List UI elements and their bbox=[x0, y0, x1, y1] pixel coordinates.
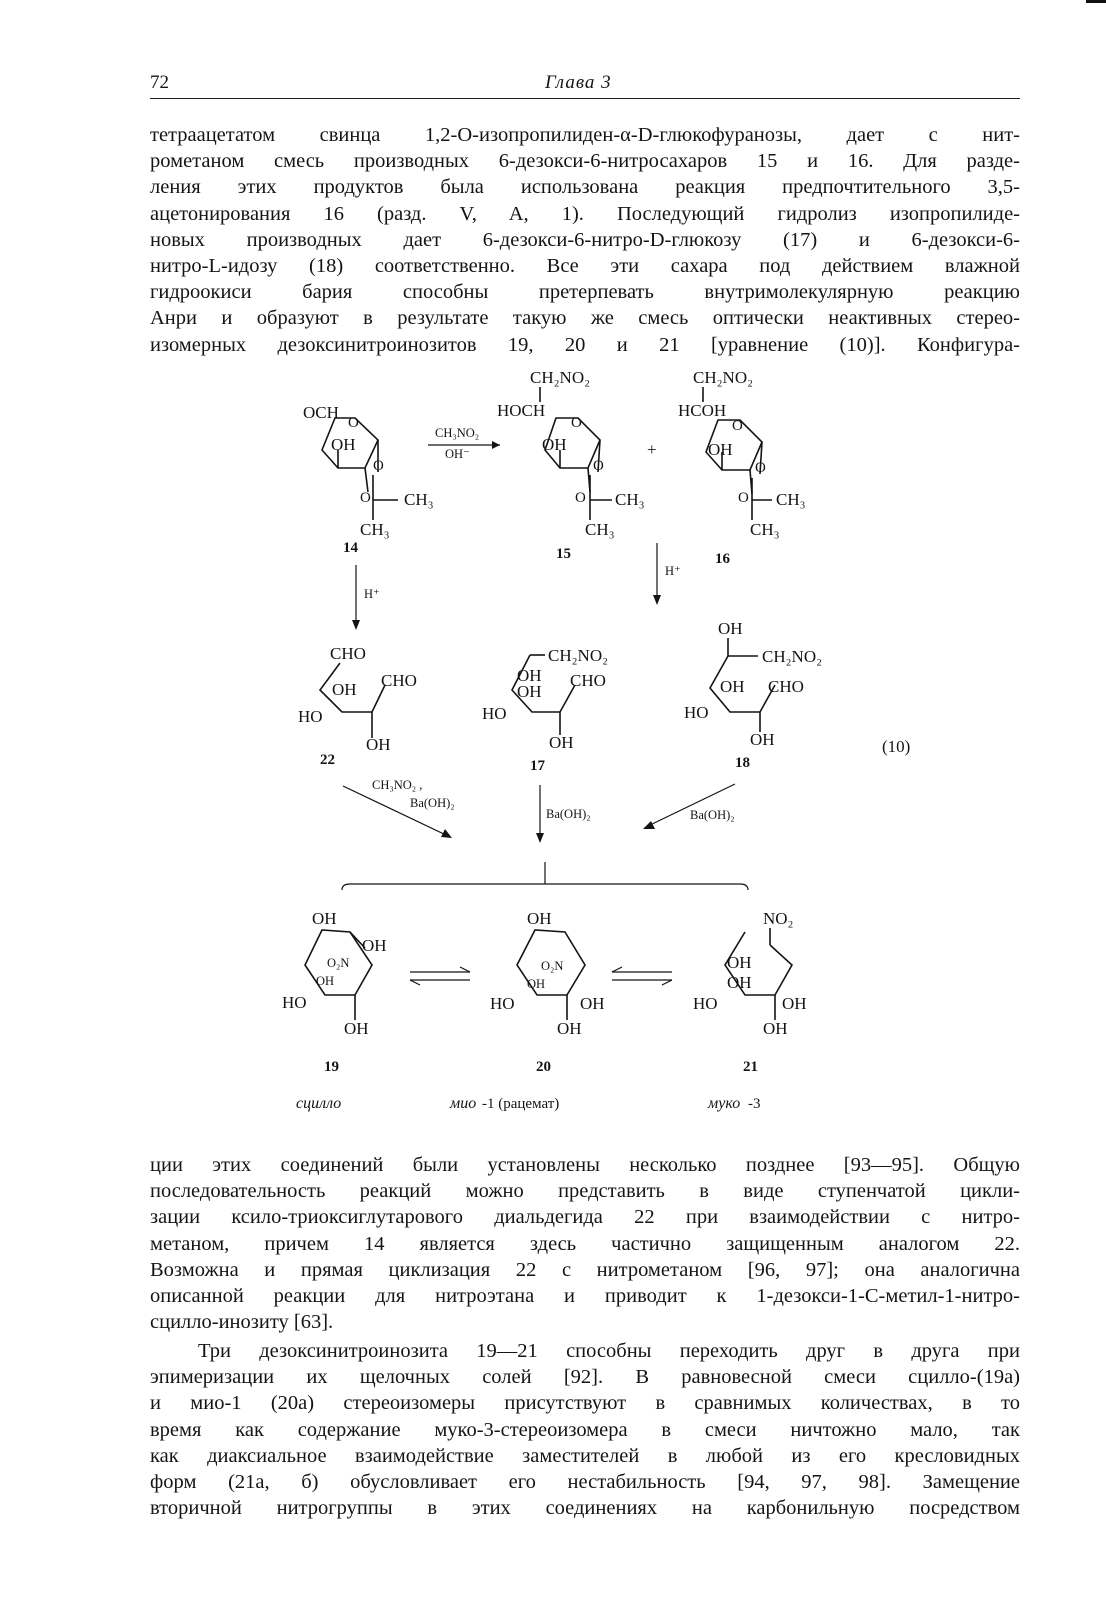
text-line: эпимеризации их щелочных солей [92]. В равновесной смеси сцилло-(19а) bbox=[150, 1366, 1020, 1389]
group-hoch: HOCH bbox=[497, 401, 546, 420]
hydroxyl: OH bbox=[727, 973, 752, 992]
label-20: 20 bbox=[536, 1059, 551, 1075]
group-no2: NO₂ bbox=[763, 909, 794, 928]
hydroxyl-ho: HO bbox=[482, 704, 507, 723]
arrow-22-cyclization bbox=[343, 778, 455, 838]
equilibrium-20-21 bbox=[612, 967, 672, 985]
group-ch2no2: CH₂NO₂ bbox=[548, 646, 609, 665]
methyl: CH₃ bbox=[750, 520, 780, 539]
text-line: Три дезоксинитроинозита 19—21 способны переходить друг в друга при bbox=[198, 1340, 1020, 1362]
hydroxyl: OH bbox=[718, 619, 743, 638]
text-line: вторичной нитрогруппы в этих соединениях на карбонильную посредством bbox=[150, 1497, 1020, 1520]
hydroxyl: OH bbox=[542, 435, 567, 454]
compound-17 bbox=[482, 646, 608, 774]
group-och: OCH bbox=[303, 403, 339, 422]
hydroxyl-ho: HO bbox=[490, 994, 515, 1013]
text-line: новых производных дает 6-дезокси-6-нитро-D-глюкозу (17) и 6-дезокси-6- bbox=[150, 228, 1020, 251]
arrow-acid-14 bbox=[352, 565, 380, 630]
group-cho: CHO bbox=[381, 671, 417, 690]
hydroxyl-ho: HO bbox=[282, 993, 307, 1012]
hydroxyl-ho: HO bbox=[298, 707, 323, 726]
compound-18 bbox=[684, 619, 822, 771]
label-21: 21 bbox=[743, 1059, 758, 1075]
reagent-barium-hydroxide: Ba(OH)₂ bbox=[410, 796, 455, 810]
arrow-acid-15-16 bbox=[653, 543, 681, 605]
text-line: нитро-L-идозу (18) соответственно. Все эти сахара под действием влажной bbox=[150, 254, 1020, 277]
hydroxyl: OH bbox=[517, 666, 542, 685]
hydroxyl: OH bbox=[366, 735, 391, 754]
text-line: ции этих соединений были установлены несколько позднее [93—95]. Общую bbox=[150, 1154, 1020, 1176]
ring-oxygen: O bbox=[571, 415, 582, 431]
hydroxyl: OH bbox=[727, 953, 752, 972]
group-hcoh: HCOH bbox=[678, 401, 727, 420]
text-line: ления этих продуктов была использована реакция предпочтительного 3,5- bbox=[150, 176, 1020, 199]
paragraph-mid bbox=[150, 1152, 1020, 1335]
ring-oxygen: O bbox=[755, 460, 766, 476]
reaction-scheme bbox=[0, 355, 1106, 1125]
hydroxyl: OH bbox=[750, 730, 775, 749]
name-muco: муко bbox=[708, 1095, 741, 1112]
compound-16 bbox=[678, 368, 806, 567]
methyl: CH₃ bbox=[360, 520, 390, 539]
ring-oxygen: O bbox=[732, 418, 743, 434]
label-16: 16 bbox=[715, 551, 730, 567]
hydroxyl: OH bbox=[580, 994, 605, 1013]
text-line: как диаксиальное взаимодействие заместителей в любой из его кресловидных bbox=[150, 1444, 1020, 1467]
group-o2n: O₂N bbox=[327, 956, 350, 970]
plus-sign: + bbox=[647, 440, 657, 459]
ring-oxygen: O bbox=[348, 415, 359, 431]
group-cho: CHO bbox=[768, 677, 804, 696]
running-header bbox=[150, 70, 1020, 99]
reagent-acid: H⁺ bbox=[364, 587, 380, 601]
text-line: время как содержание муко-3-стереоизомера в смеси ничтожно мало, так bbox=[150, 1418, 1020, 1441]
group-cho: CHO bbox=[570, 671, 606, 690]
name-muco-suffix: -3 bbox=[748, 1096, 761, 1112]
text-line: гидроокиси бария способны претерпевать внутримолекулярную реакцию bbox=[150, 281, 1020, 304]
product-bracket bbox=[342, 862, 748, 890]
hydroxyl: OH bbox=[527, 977, 546, 991]
compound-21 bbox=[693, 909, 807, 1112]
text-line: Возможна и прямая циклизация 22 с нитрометаном [96, 97]; она аналогична bbox=[150, 1258, 1020, 1281]
equation-number: (10) bbox=[882, 737, 911, 756]
text-line: тетраацетатом свинца 1,2-О-изопропилиден-α-D-глюкофуранозы, дает с нит- bbox=[150, 124, 1020, 146]
reagent-nitromethane: CH₃NO₂ , bbox=[372, 778, 423, 792]
hydroxyl: OH bbox=[517, 682, 542, 701]
hydroxyl: OH bbox=[527, 909, 552, 928]
hydroxyl: OH bbox=[549, 733, 574, 752]
chapter-title: Глава 3 bbox=[545, 72, 612, 93]
hydroxyl: OH bbox=[720, 677, 745, 696]
reagent-nitromethane: CH₃NO₂ bbox=[435, 426, 480, 440]
group-cho: CHO bbox=[330, 644, 366, 663]
compound-19 bbox=[282, 909, 387, 1112]
reagent-barium-hydroxide: Ba(OH)₂ bbox=[690, 808, 735, 822]
hydroxyl: OH bbox=[362, 936, 387, 955]
text-line: рометаном смесь производных 6-дезокси-6-нитросахаров 15 и 16. Для разде- bbox=[150, 150, 1020, 173]
methyl: CH₃ bbox=[615, 490, 645, 509]
label-19: 19 bbox=[324, 1059, 339, 1075]
text-line: Анри и образуют в результате такую же смесь оптически неактивных стерео- bbox=[150, 307, 1020, 330]
page-number: 72 bbox=[150, 72, 169, 93]
text-line: зации ксило-триоксиглутарового диальдегида 22 при взаимодействии с нитро- bbox=[150, 1206, 1020, 1229]
text-line: описанной реакции для нитроэтана и приводит к 1-дезокси-1-С-метил-1-нитро- bbox=[150, 1284, 1020, 1307]
text-line: изомерных дезоксинитроинозитов 19, 20 и 21 [уравнение (10)]. Конфигура- bbox=[150, 333, 1020, 356]
label-17: 17 bbox=[530, 758, 545, 774]
hydroxyl: OH bbox=[332, 680, 357, 699]
ring-oxygen: O bbox=[373, 458, 384, 474]
hydroxyl-ho: HO bbox=[693, 994, 718, 1013]
hydroxyl: OH bbox=[557, 1019, 582, 1038]
paragraph-bottom bbox=[150, 1338, 1020, 1521]
group-ch2no2: CH₂NO₂ bbox=[530, 368, 591, 387]
hydroxyl: OH bbox=[331, 435, 356, 454]
text-line: последовательность реакций можно представить в виде ступенчатой цикли- bbox=[150, 1180, 1020, 1203]
text-line: метаном, причем 14 является здесь частично защищенным аналогом 22. bbox=[150, 1232, 1020, 1255]
compound-20 bbox=[449, 909, 605, 1112]
reagent-barium-hydroxide: Ba(OH)₂ bbox=[546, 807, 591, 821]
reagent-hydroxide: OH⁻ bbox=[445, 447, 470, 461]
label-14: 14 bbox=[343, 540, 358, 556]
text-line: и мио-1 (20а) стереоизомеры присутствуют в сравнимых количествах, в то bbox=[150, 1392, 1020, 1415]
text-line: форм (21а, б) обусловливает его нестабильность [94, 97, 98]. Замещение bbox=[150, 1470, 1020, 1493]
ketal-oxygen: O bbox=[575, 490, 586, 506]
equilibrium-19-20 bbox=[410, 967, 470, 985]
arrow-18-cyclization bbox=[643, 784, 735, 829]
hydroxyl: OH bbox=[708, 440, 733, 459]
group-ch2no2: CH₂NO₂ bbox=[693, 368, 754, 387]
hydroxyl: OH bbox=[782, 994, 807, 1013]
name-myo-suffix: -1 (рацемат) bbox=[482, 1096, 560, 1112]
ketal-oxygen: O bbox=[738, 490, 749, 506]
hydroxyl: OH bbox=[344, 1019, 369, 1038]
group-o2n: O₂N bbox=[541, 959, 564, 973]
hydroxyl-ho: HO bbox=[684, 703, 709, 722]
text-line: ацетонирования 16 (разд. V, A, 1). Последующий гидролиз изопропилиде- bbox=[150, 202, 1020, 225]
ketal-oxygen: O bbox=[360, 490, 371, 506]
group-ch2no2: CH₂NO₂ bbox=[762, 647, 823, 666]
label-22: 22 bbox=[320, 752, 335, 768]
ring-oxygen: O bbox=[593, 458, 604, 474]
name-scyllo: сцилло bbox=[296, 1095, 342, 1112]
text-line: сцилло-инозиту [63]. bbox=[150, 1311, 334, 1334]
hydroxyl: OH bbox=[312, 909, 337, 928]
methyl: CH₃ bbox=[404, 490, 434, 509]
name-myo: мио bbox=[450, 1095, 477, 1112]
label-15: 15 bbox=[556, 546, 571, 562]
reagent-acid: H⁺ bbox=[665, 564, 681, 578]
arrow-17-cyclization bbox=[536, 785, 591, 843]
methyl: CH₃ bbox=[585, 520, 615, 539]
label-18: 18 bbox=[735, 755, 750, 771]
compound-14 bbox=[303, 403, 434, 556]
arrow-nitromethane bbox=[428, 426, 500, 461]
compound-22 bbox=[298, 644, 417, 768]
paragraph-top bbox=[150, 122, 1020, 358]
compound-15 bbox=[497, 368, 645, 562]
hydroxyl: OH bbox=[763, 1019, 788, 1038]
methyl: CH₃ bbox=[776, 490, 806, 509]
scan-corner-mark bbox=[1086, 0, 1106, 3]
hydroxyl: OH bbox=[316, 974, 335, 988]
